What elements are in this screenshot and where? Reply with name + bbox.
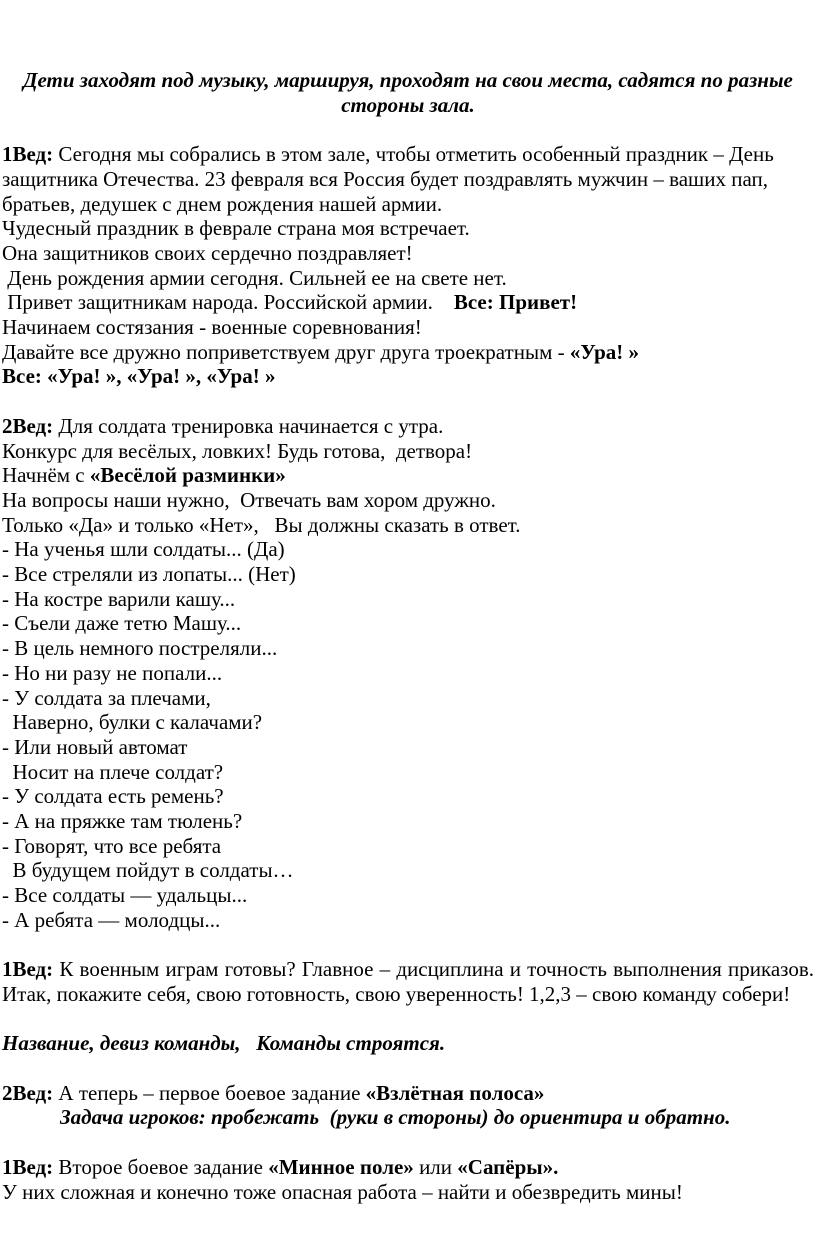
quiz-line: - Съели даже тетю Машу... xyxy=(2,611,242,636)
quiz-line: - У солдата за плечами, xyxy=(2,685,211,710)
quiz-line: В будущем пойдут в солдаты… xyxy=(2,858,294,883)
spacer xyxy=(0,117,816,142)
task-instruction: Задача игроков: пробежать (руки в стороны) до ориентира и обратно. xyxy=(60,1105,731,1130)
speaker-label: 2Вед: xyxy=(2,1080,54,1105)
host1-task-text: Второе боевое задание xyxy=(53,1154,269,1179)
all-reply-cheer: Все: «Ура! », «Ура! », «Ура! » xyxy=(2,364,276,389)
intro-stage-direction xyxy=(0,68,816,117)
spacer xyxy=(0,933,816,958)
spacer xyxy=(0,389,816,414)
poem-line: День рождения армии сегодня. Сильней ее на свете нет. xyxy=(2,265,507,290)
text-line: защитника Отечества. 23 февраля вся Россия будет поздравлять мужчин – ваших пап, xyxy=(2,166,768,191)
quiz-line: - Но ни разу не попали... xyxy=(2,660,223,685)
spacer xyxy=(0,1130,816,1155)
document-page xyxy=(0,68,816,1204)
quiz-line: - Говорят, что все ребята xyxy=(2,833,222,858)
poem-line: Она защитников своих сердечно поздравляет! xyxy=(2,240,413,265)
host1-block-teams xyxy=(2,957,814,1006)
text-line: Давайте все дружно поприветствуем друг друга троекратным - xyxy=(2,339,570,364)
warmup-title: «Весёлой разминки» xyxy=(89,463,286,488)
host1-opening-text: Сегодня мы собрались в этом зале, чтобы отметить особенный праздник – День xyxy=(53,142,774,167)
quiz-line: Наверно, булки с калачами? xyxy=(2,710,263,735)
intro-line-1: Дети заходят под музыку, маршируя, проходят на свои места, садятся по разные xyxy=(23,68,793,92)
spacer xyxy=(0,1056,816,1081)
quiz-line: - Все стреляли из лопаты... (Нет) xyxy=(2,562,296,587)
host1-block-intro xyxy=(0,142,816,389)
quiz-line: На вопросы наши нужно, Отвечать вам хором дружно. xyxy=(2,487,496,512)
quiz-line: - На костре варили кашу... xyxy=(2,586,236,611)
quiz-line: Носит на плече солдат? xyxy=(2,759,224,784)
host2-block-warmup xyxy=(0,414,816,933)
host2-opening-text: Для солдата тренировка начинается с утра. xyxy=(53,413,444,438)
host2-task-text: А теперь – первое боевое задание xyxy=(53,1080,366,1105)
text-line: братьев, дедушек с днем рождения нашей армии. xyxy=(2,191,443,216)
quiz-line: - А ребята — молодцы... xyxy=(2,907,221,932)
speaker-label: 1Вед: xyxy=(2,957,54,982)
task-title-runway: «Взлётная полоса» xyxy=(365,1080,545,1105)
host2-block-runway xyxy=(0,1081,816,1130)
intro-line-2: стороны зала. xyxy=(341,92,475,117)
text-line: Начнём с xyxy=(2,463,90,488)
team-stage-direction: Название, девиз команды, Команды строятся. xyxy=(2,1031,446,1056)
text-line: Конкурс для весёлых, ловких! Будь готова, детвора! xyxy=(2,438,473,463)
poem-line: Чудесный праздник в феврале страна моя встречает. xyxy=(2,216,470,241)
task-title-sappers: «Сапёры». xyxy=(457,1154,559,1179)
quiz-line: - Все солдаты — удальцы... xyxy=(2,883,248,908)
task-title-minefield: «Минное поле» xyxy=(268,1154,414,1179)
quiz-line: - На ученья шли солдаты... (Да) xyxy=(2,537,285,562)
quiz-line: - У солдата есть ремень? xyxy=(2,784,224,809)
quiz-line: - В цель немного постреляли... xyxy=(2,636,278,661)
speaker-label: 1Вед: xyxy=(2,142,54,167)
quiz-line: Только «Да» и только «Нет», Вы должны сказать в ответ. xyxy=(2,512,521,537)
quiz-line: - А на пряжке там тюлень? xyxy=(2,809,243,834)
text-line: Начинаем состязания - военные соревнования! xyxy=(2,315,422,340)
all-reply-greeting: Все: Привет! xyxy=(453,290,578,315)
spacer xyxy=(0,1007,816,1032)
cheer-word: «Ура! » xyxy=(569,339,639,364)
speaker-label: 2Вед: xyxy=(2,413,54,438)
poem-line: Привет защитникам народа. Российской армии. xyxy=(2,290,454,315)
text-line: У них сложная и конечно тоже опасная работа – найти и обезвредить мины! xyxy=(2,1179,683,1204)
host1-teams-text: К военным играм готовы? Главное – дисциплина и точность выполнения приказов. Итак, покажите себя, свою готовность, свою уверенность! 1,2,3 – свою команду собери! xyxy=(2,957,814,1006)
or-word: или xyxy=(413,1154,458,1179)
quiz-line: - Или новый автомат xyxy=(2,734,188,759)
speaker-label: 1Вед: xyxy=(2,1154,54,1179)
host1-block-minefield xyxy=(0,1155,816,1204)
